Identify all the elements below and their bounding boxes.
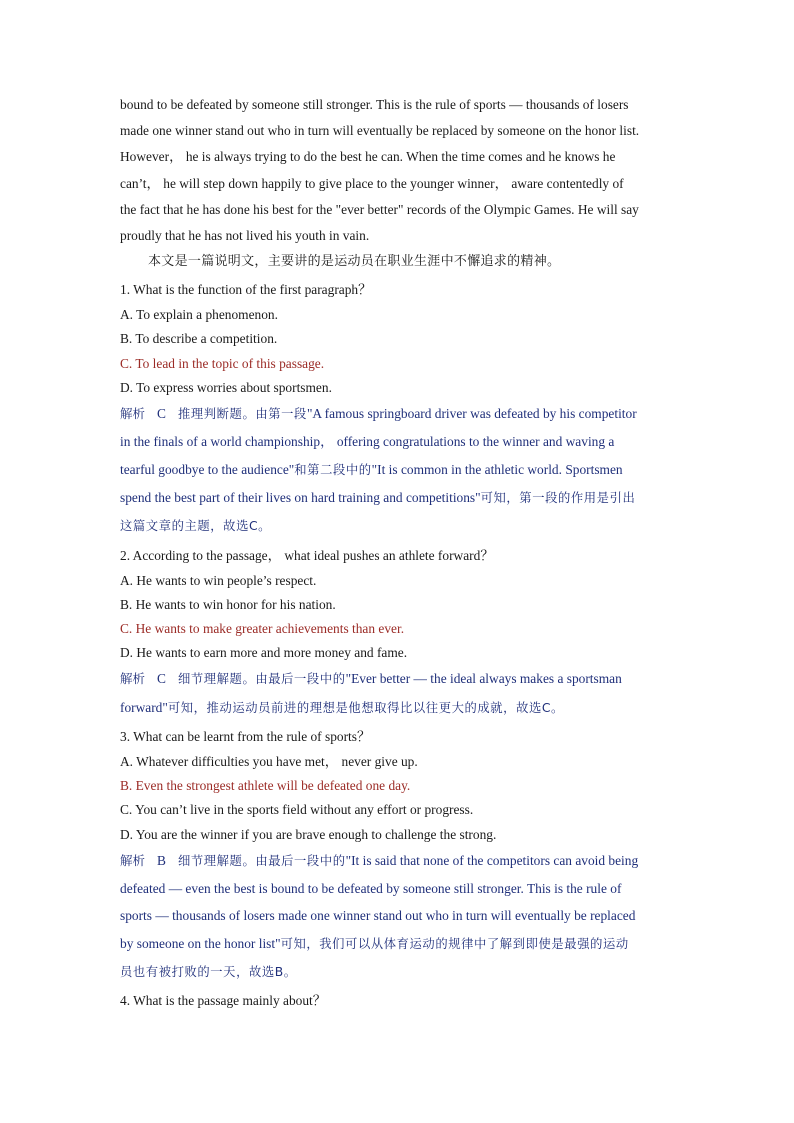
analysis-text-en: tearful goodbye to the audience"	[120, 461, 295, 477]
analysis-answer-letter: B	[157, 852, 166, 868]
analysis-line	[120, 400, 680, 428]
answer-option-correct: B. Even the strongest athlete will be defeated one day.	[120, 778, 411, 794]
analysis-text-en: spend the best part of their lives on hard training and competitions"	[120, 489, 481, 505]
analysis-text-zh: 推理判断题。由第一段	[177, 407, 307, 422]
analysis-text-en: "Ever better — the ideal always makes a sportsman	[345, 671, 622, 687]
answer-option: A. Whatever difficulties you have met， never give up.	[120, 753, 418, 769]
answer-option: B. He wants to win honor for his nation.	[120, 596, 336, 612]
analysis-label: 解析	[120, 671, 146, 687]
answer-option: A. To explain a phenomenon.	[120, 307, 278, 323]
question-stem: 2. According to the passage， what ideal pushes an athlete forward？	[120, 547, 494, 563]
question-list	[120, 277, 680, 1014]
analysis-answer-letter: C	[157, 406, 166, 422]
passage	[120, 92, 680, 275]
analysis-line	[120, 665, 680, 693]
analysis-line	[120, 428, 680, 455]
analysis-text-zh: 员也有被打败的一天，故选B。	[120, 964, 297, 979]
analysis-line	[120, 902, 680, 929]
passage-line: made one winner stand out who in turn will eventually be replaced by someone on the honor list.	[120, 123, 640, 139]
passage-line: However， he is always trying to do the best he can. When the time comes and he knows he	[120, 149, 616, 165]
analysis-text-zh: 可知，推动运动员前进的理想是他想取得比以往更大的成就，故选C。	[167, 700, 564, 715]
answer-option-correct: C. He wants to make greater achievements than ever.	[120, 620, 405, 636]
passage-line: bound to be defeated by someone still stronger. This is the rule of sports — thousands of losers	[120, 97, 629, 112]
analysis-label: 解析	[120, 406, 146, 422]
question-stem: 1. What is the function of the first paragraph？	[120, 282, 372, 298]
analysis-answer-letter: C	[157, 671, 166, 687]
analysis-text-zh: 和第二段中的	[294, 462, 372, 477]
analysis-text-en: forward"	[120, 699, 168, 715]
analysis-text-en: "It is said that none of the competitors can avoid being	[345, 852, 639, 868]
question-1	[120, 277, 680, 540]
analysis-line	[120, 484, 680, 512]
analysis-line	[120, 694, 680, 722]
analysis-text-en: by someone on the honor list"	[120, 935, 281, 951]
passage-summary: 本文是一篇说明文，主要讲的是运动员在职业生涯中不懈追求的精神。	[148, 254, 561, 270]
analysis-line	[120, 958, 680, 986]
analysis-text-zh: 可知，我们可以从体育运动的规律中了解到即使是最强的运动	[280, 936, 629, 951]
analysis-text-zh: 细节理解题。由最后一段中的	[177, 853, 346, 868]
analysis-text-en: "A famous springboard driver was defeated by his competitor	[306, 406, 637, 422]
question-stem: 4. What is the passage mainly about？	[120, 993, 327, 1009]
passage-line: proudly that he has not lived his youth in vain.	[120, 228, 370, 244]
analysis-text-en: in the finals of a world championship， offering congratulations to the winner and waving a	[120, 434, 615, 450]
analysis-line	[120, 930, 680, 958]
answer-option: D. To express worries about sportsmen.	[120, 379, 332, 395]
passage-line: the fact that he has done his best for the "ever better" records of the Olympic Games. He will say	[120, 201, 639, 217]
question-4	[120, 988, 680, 1014]
analysis-text-zh: 细节理解题。由最后一段中的	[177, 672, 346, 687]
answer-option-correct: C. To lead in the topic of this passage.	[120, 355, 325, 371]
answer-option: C. You can’t live in the sports field without any effort or progress.	[120, 802, 474, 818]
question-stem: 3. What can be learnt from the rule of sports？	[120, 728, 371, 744]
passage-line: can’t， he will step down happily to give place to the younger winner， aware contentedly of	[120, 175, 624, 191]
analysis-label: 解析	[120, 852, 146, 868]
answer-option: D. He wants to earn more and more money and fame.	[120, 645, 408, 661]
analysis-text-en: defeated — even the best is bound to be defeated by someone still stronger. This is the rule of	[120, 881, 622, 897]
analysis-text-zh: 可知，第一段的作用是引出	[480, 490, 636, 505]
analysis-text-zh: 这篇文章的主题，故选C。	[120, 519, 272, 534]
answer-option: B. To describe a competition.	[120, 331, 278, 347]
analysis-line	[120, 847, 680, 875]
answer-option: A. He wants to win people’s respect.	[120, 572, 317, 588]
question-3	[120, 724, 680, 986]
answer-option: D. You are the winner if you are brave enough to challenge the strong.	[120, 826, 497, 842]
question-2	[120, 543, 680, 722]
document-content	[120, 92, 680, 1014]
analysis-line	[120, 875, 680, 902]
analysis-line	[120, 512, 680, 540]
analysis-text-en: sports — thousands of losers made one winner stand out who in turn will eventually be replaced	[120, 908, 636, 924]
analysis-line	[120, 456, 680, 484]
analysis-text-en: "It is common in the athletic world. Sportsmen	[371, 461, 623, 477]
